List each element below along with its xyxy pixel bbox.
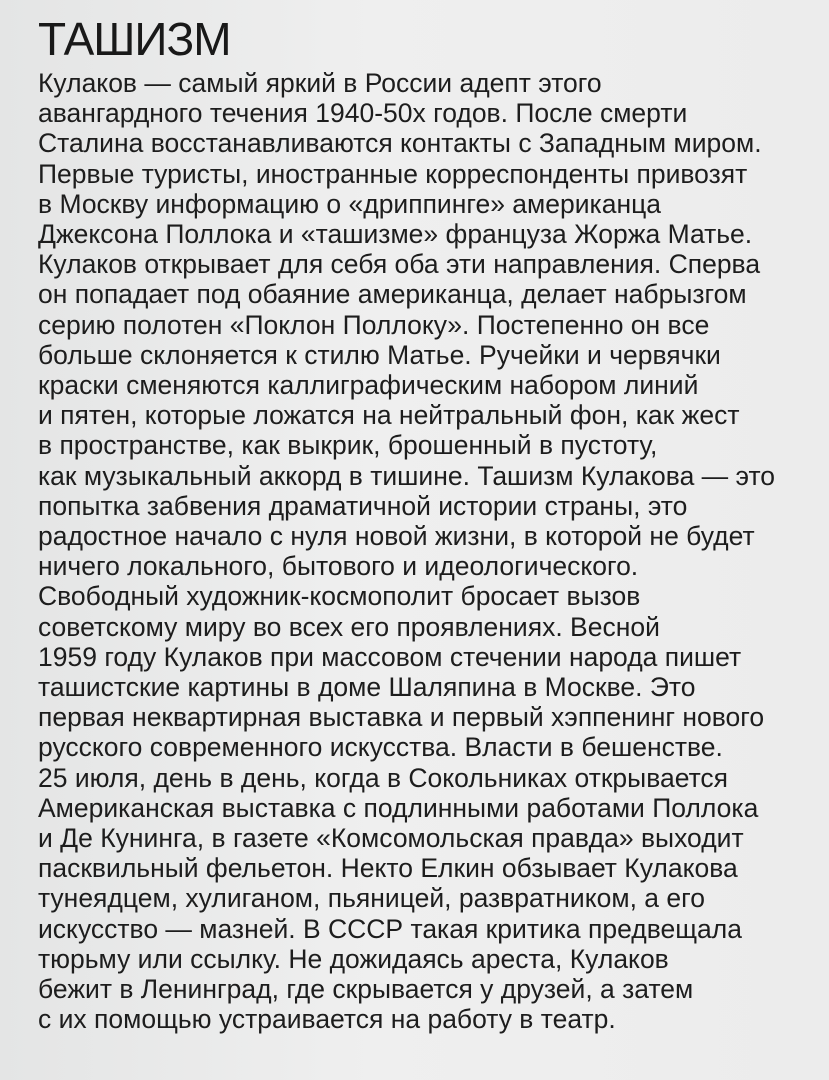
- text-line: он попадает под обаяние американца, делает набрызгом: [38, 279, 747, 310]
- text-line: с их помощью устраивается на работу в театр.: [38, 1004, 616, 1035]
- body-text: [38, 68, 808, 1035]
- text-line: ташистские картины в доме Шаляпина в Москве. Это: [38, 672, 696, 703]
- text-line: советскому миру во всех его проявлениях. Весной: [38, 611, 660, 642]
- text-line: как музыкальный аккорд в тишине. Ташизм Кулакова — это: [38, 460, 776, 491]
- text-line: попытка забвения драматичной истории страны, это: [38, 490, 688, 521]
- text-line: Первые туристы, иностранные корреспонденты привозят: [38, 158, 748, 189]
- page-title: ТАШИЗМ: [38, 13, 231, 65]
- text-line: Джексона Поллока и «ташизме» француза Жоржа Матье.: [38, 219, 753, 250]
- text-line: ничего локального, бытового и идеологического.: [38, 551, 639, 582]
- text-line: Сталина восстанавливаются контакты с Западным миром.: [38, 128, 762, 159]
- text-line: Свободный художник-космополит бросает вызов: [38, 581, 641, 612]
- text-line: тунеядцем, хулиганом, пьяницей, развратником, а его: [38, 883, 705, 914]
- text-line: Американская выставка с подлинными работами Поллока: [38, 792, 759, 823]
- text-line: 25 июля, день в день, когда в Сокольниках открывается: [38, 762, 729, 793]
- text-line: авангардного течения 1940-50х годов. После смерти: [38, 98, 688, 129]
- text-line: тюрьму или ссылку. Не дожидаясь ареста, Кулаков: [38, 943, 669, 974]
- text-line: бежит в Ленинград, где скрывается у друзей, а затем: [38, 974, 694, 1005]
- text-line: и пятен, которые ложатся на нейтральный фон, как жест: [38, 400, 740, 431]
- text-line: серию полотен «Поклон Поллоку». Постепенно он все: [38, 309, 710, 340]
- text-line: первая неквартирная выставка и первый хэппенинг нового: [38, 702, 765, 733]
- text-line: русского современного искусства. Власти в бешенстве.: [38, 732, 723, 763]
- text-line: 1959 году Кулаков при массовом стечении народа пишет: [38, 641, 742, 672]
- text-line: и Де Кунинга, в газете «Комсомольская правда» выходит: [38, 823, 744, 854]
- text-line: искусство — мазней. В СССР такая критика предвещала: [38, 913, 742, 944]
- text-line: краски сменяются каллиграфическим набором линий: [38, 370, 699, 401]
- text-line: радостное начало с нуля новой жизни, в которой не будет: [38, 521, 755, 552]
- text-line: Кулаков — самый яркий в России адепт этого: [38, 68, 602, 98]
- text-line: в пространстве, как выкрик, брошенный в пустоту,: [38, 430, 658, 461]
- text-line: больше склоняется к стилю Матье. Ручейки и червячки: [38, 339, 721, 370]
- text-line: в Москву информацию о «дриппинге» американца: [38, 188, 661, 219]
- text-line: пасквильный фельетон. Некто Елкин обзывает Кулакова: [38, 853, 738, 884]
- text-line: Кулаков открывает для себя оба эти направления. Сперва: [38, 249, 761, 280]
